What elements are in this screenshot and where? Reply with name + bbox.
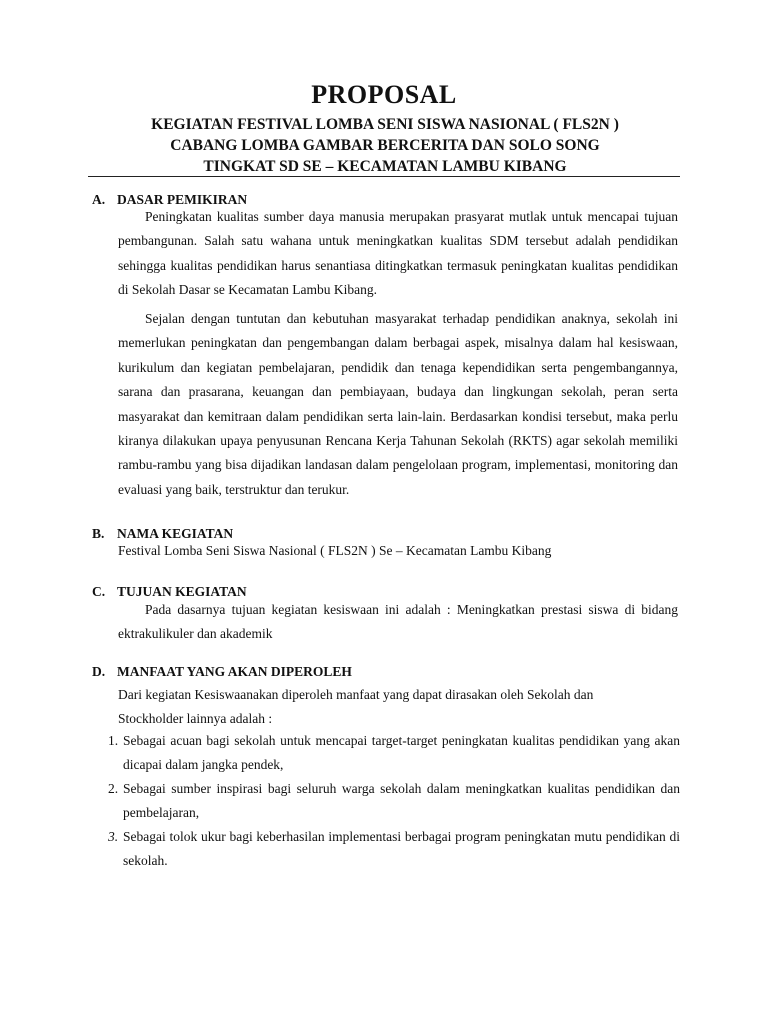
section-a-paragraph-1: Peningkatan kualitas sumber daya manusia merupakan prasyarat mutlak untuk mencapai tujuan pembangunan. Salah satu wahana untuk meningkatkan kualitas SDM tersebut adalah pendidikan sehingga kualitas pendidikan harus senantiasa ditingkatkan termasuk peningkatan kualitas pendidikan di Sekolah Dasar se Kecamatan Lambu Kibang. (118, 209, 678, 298)
section-c-letter: C. (92, 584, 106, 599)
section-a-letter: A. (92, 192, 106, 207)
section-d-letter: D. (92, 664, 106, 679)
section-d-intro-line-1: Dari kegiatan Kesiswaanakan diperoleh manfaat yang dapat dirasakan oleh Sekolah dan (118, 687, 594, 702)
section-d-intro-line-2: Stockholder lainnya adalah : (118, 711, 273, 726)
subtitle-line-3: TINGKAT SD SE – KECAMATAN LAMBU KIBANG (203, 158, 567, 175)
subtitle-line-2: CABANG LOMBA GAMBAR BERCERITA DAN SOLO SONG (170, 137, 600, 154)
list-item-number: 3. (108, 829, 119, 844)
list-item (108, 777, 680, 825)
section-a-title: DASAR PEMIKIRAN (117, 192, 248, 207)
section-b-letter: B. (92, 526, 105, 541)
document-subtitle (90, 114, 680, 177)
list-item-text: Sebagai acuan bagi sekolah untuk mencapai target-target peningkatan kualitas pendidikan yang akan dicapai dalam jangka pendek, (123, 733, 680, 772)
section-a-paragraph-2: Sejalan dengan tuntutan dan kebutuhan masyarakat terhadap pendidikan anaknya, sekolah ini memerlukan peningkatan dan pengembangan dalam berbagai aspek, misalnya dalam hal kesiswaan, kurikulum dan kegiatan pembelajaran, pendidik dan tenaga kependidikan serta pengembangannya, sarana dan prasarana, keuangan dan pembiayaan, budaya dan lingkungan sekolah, peran serta masyarakat dan kemitraan dalam pendidikan serta lain-lain. Berdasarkan kondisi tersebut, maka perlu kiranya dilakukan upaya penyusunan Rencana Kerja Tahunan Sekolah (RKTS) agar sekolah memiliki rambu-rambu yang bisa dijadikan landasan dalam pengelolaan program, implementasi, monitoring dan evaluasi yang baik, terstruktur dan terukur. (118, 311, 678, 497)
section-b-title: NAMA KEGIATAN (117, 526, 234, 541)
list-item (108, 729, 680, 777)
document-title: PROPOSAL (311, 80, 457, 109)
section-b-text: Festival Lomba Seni Siswa Nasional ( FLS2N ) Se – Kecamatan Lambu Kibang (118, 543, 552, 558)
list-item-text: Sebagai sumber inspirasi bagi seluruh warga sekolah dalam meningkatkan kualitas pendidikan dan pembelajaran, (123, 781, 680, 820)
list-item-text: Sebagai tolok ukur bagi keberhasilan implementasi berbagai program peningkatan mutu pendidikan di sekolah. (123, 829, 680, 868)
section-d-title: MANFAAT YANG AKAN DIPEROLEH (117, 664, 352, 679)
subtitle-line-1: KEGIATAN FESTIVAL LOMBA SENI SISWA NASIONAL ( FLS2N ) (151, 116, 619, 133)
title-divider (88, 176, 680, 177)
section-c-title: TUJUAN KEGIATAN (117, 584, 247, 599)
list-item-number: 1. (108, 733, 119, 748)
section-c-paragraph: Pada dasarnya tujuan kegiatan kesiswaan ini adalah : Meningkatkan prestasi siswa di bidang ektrakulikuler dan akademik (118, 602, 678, 642)
section-d-heading (92, 664, 352, 680)
benefits-list (108, 729, 680, 873)
list-item (108, 825, 680, 873)
list-item-number: 2. (108, 781, 119, 796)
